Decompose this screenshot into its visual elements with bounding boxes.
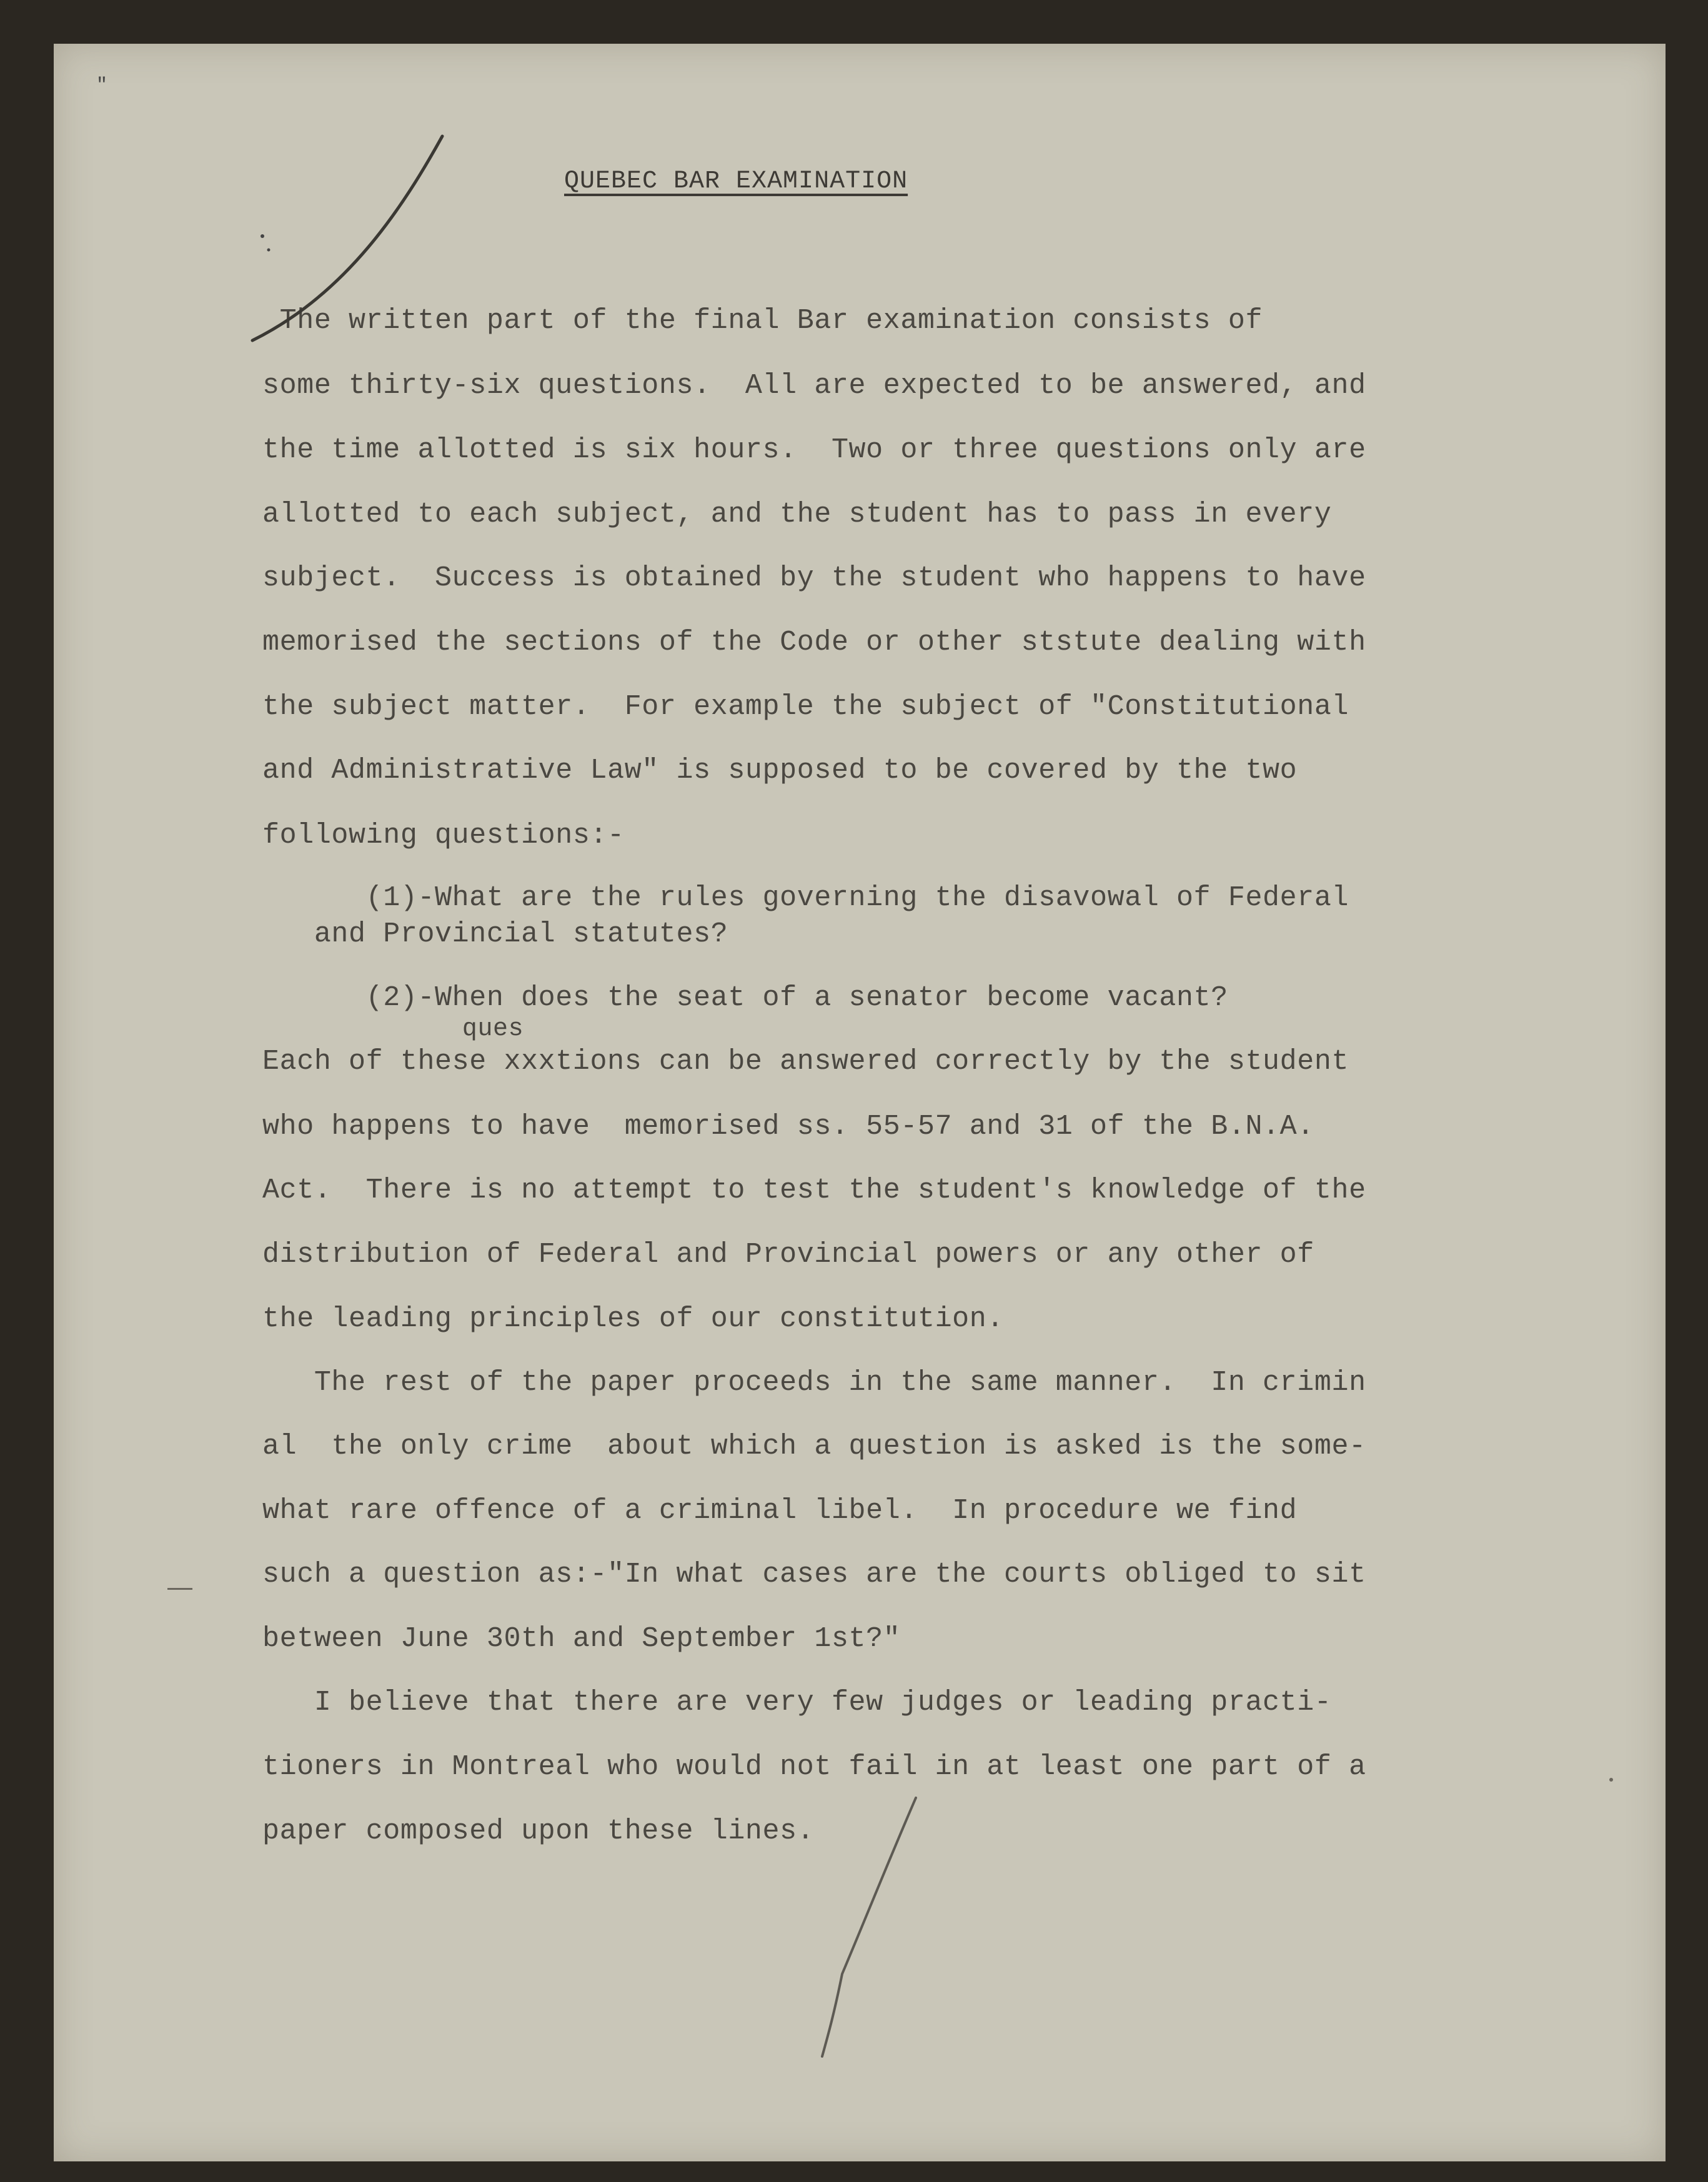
- question-line: and Provincial statutes?: [262, 918, 728, 950]
- text-line: memorised the sections of the Code or other ststute dealing with: [262, 627, 1366, 658]
- margin-mark: [167, 1588, 192, 1590]
- margin-dot: [1609, 1778, 1613, 1782]
- text-line: the time allotted is six hours. Two or three questions only are: [262, 434, 1366, 466]
- text-line: such a question as:-"In what cases are the courts obliged to sit: [262, 1559, 1366, 1590]
- text-line: allotted to each subject, and the student has to pass in every: [262, 498, 1332, 530]
- ink-dot: [267, 249, 271, 252]
- document-page: [54, 44, 1666, 2161]
- text-line: the leading principles of our constitution.: [262, 1303, 1004, 1335]
- text-line: al the only crime about which a question is asked is the some-: [262, 1431, 1366, 1462]
- text-line: some thirty-six questions. All are expected to be answered, and: [262, 370, 1366, 402]
- text-line: the subject matter. For example the subject of "Constitutional: [262, 691, 1349, 723]
- text-line: who happens to have memorised ss. 55-57 and 31 of the B.N.A.: [262, 1111, 1314, 1143]
- text-line: between June 30th and September 1st?": [262, 1623, 901, 1655]
- text-line: following questions:-: [262, 820, 625, 851]
- text-line: distribution of Federal and Provincial powers or any other of: [262, 1239, 1314, 1271]
- text-line: subject. Success is obtained by the student who happens to have: [262, 562, 1366, 594]
- corner-mark: ": [96, 75, 108, 96]
- text-line: tioners in Montreal who would not fail in at least one part of a: [262, 1751, 1366, 1783]
- pencil-stroke-end: [822, 1798, 916, 2056]
- document-title: QUEBEC BAR EXAMINATION: [564, 167, 908, 196]
- text-line: Act. There is no attempt to test the student's knowledge of the: [262, 1174, 1366, 1206]
- question-line: (1)-What are the rules governing the disavowal of Federal: [262, 882, 1349, 914]
- ink-dot: [261, 234, 264, 238]
- text-line: what rare offence of a criminal libel. In procedure we find: [262, 1495, 1298, 1527]
- text-line: paper composed upon these lines.: [262, 1815, 815, 1847]
- text-line: The written part of the final Bar examination consists of: [262, 305, 1263, 337]
- text-line: and Administrative Law" is supposed to be covered by the two: [262, 755, 1298, 786]
- question-line: (2)-When does the seat of a senator become vacant?: [262, 982, 1228, 1014]
- text-line: The rest of the paper proceeds in the same manner. In crimin: [262, 1367, 1366, 1399]
- text-line: Each of these xxxtions can be answered correctly by the student: [262, 1046, 1349, 1078]
- interlinear-insertion: ques: [262, 1015, 524, 1043]
- text-line: I believe that there are very few judges or leading practi-: [262, 1687, 1332, 1718]
